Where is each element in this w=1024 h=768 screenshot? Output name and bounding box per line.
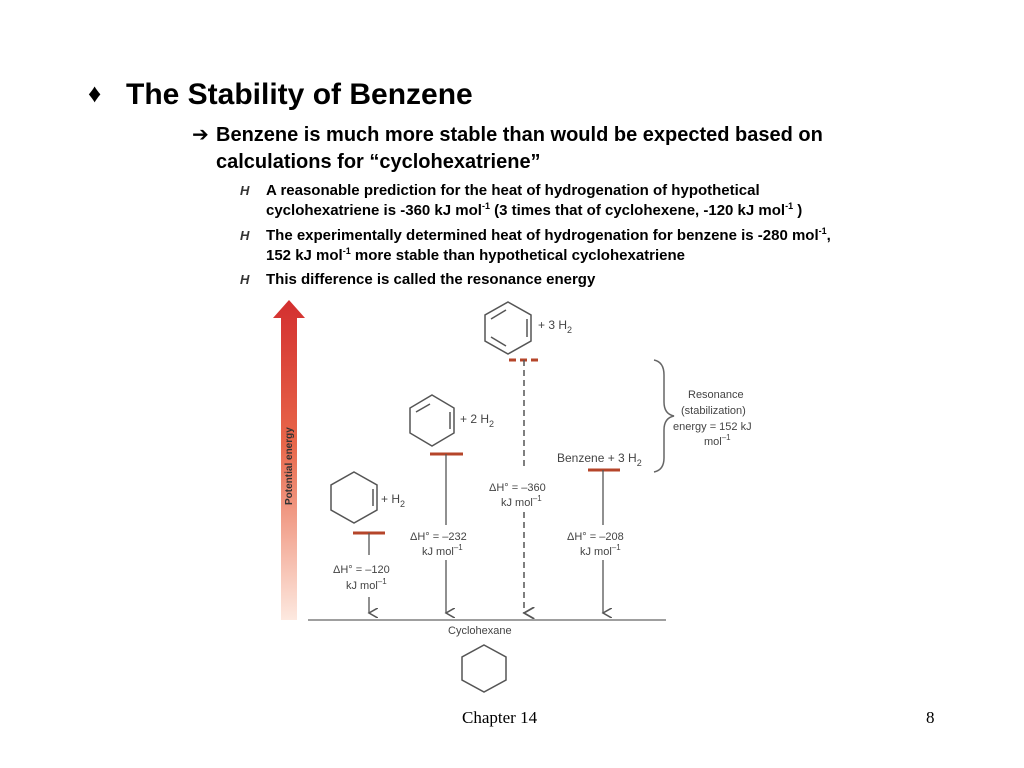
dh-cyclohexatriene: ΔH° = –360 (489, 482, 546, 494)
svg-text:mol–1: mol$^{-1}$ (704, 433, 731, 448)
benzene-group (557, 451, 642, 613)
footer-chapter: Chapter 14 (462, 708, 538, 727)
sub-bullet-3-line-1: This difference is called the resonance energy (266, 271, 596, 288)
svg-text:kJ mol–1: kJ mol$^{-1}$ (501, 494, 542, 509)
h-bullet-icon: H (240, 183, 250, 198)
sub-bullet-2-line-1: The experimentally determined heat of hydrogenation for benzene is -280 mol$^{-1}$, (266, 226, 831, 244)
svg-text:Benzene + 3 H2: Benzene + 3 $H_2$ (557, 451, 642, 468)
cyclohexene-ring-icon (331, 472, 377, 523)
svg-text:+ 3 H2: + 3 $H_2$ (538, 318, 573, 335)
dh-benzene: ΔH° = –208 (567, 531, 624, 543)
cyclohexadiene-ring-icon (410, 395, 454, 446)
h-bullet-icon: H (240, 228, 250, 243)
resonance-energy-brace (654, 360, 752, 472)
subtitle-line-1: Benzene is much more stable than would be expected based on (216, 124, 823, 146)
y-axis-label: Potential energy (284, 427, 295, 505)
resonance-label-2: (stabilization) (681, 405, 746, 417)
svg-text:+ H2: + $H_2$ (381, 492, 406, 509)
diamond-bullet-icon: ♦ (88, 78, 102, 108)
baseline-label: Cyclohexane (448, 625, 512, 637)
potential-energy-arrow (273, 300, 305, 620)
resonance-label-1: Resonance (688, 389, 744, 401)
cyclohexane-ring-icon (462, 645, 506, 692)
cyclohexadiene-group (410, 395, 494, 613)
resonance-label-3: energy = 152 kJ (673, 421, 752, 433)
cyclohexatriene-ring-icon (485, 302, 531, 354)
slide-title: The Stability of Benzene (126, 78, 473, 111)
arrow-bullet-icon: ➔ (192, 124, 209, 146)
svg-text:kJ mol–1: kJ mol$^{-1}$ (422, 543, 463, 558)
subtitle-line-2: calculations for “cyclohexatriene” (216, 151, 541, 173)
svg-text:kJ mol–1: kJ mol$^{-1}$ (580, 543, 621, 558)
svg-text:kJ mol–1: kJ mol$^{-1}$ (346, 577, 387, 592)
h-bullet-icon: H (240, 272, 250, 287)
sub-bullet-2-line-2: 152 kJ mol$^{-1}$ more stable than hypothetical cyclohexatriene (266, 246, 686, 264)
svg-text:+ 2 H2: + 2 $H_2$ (460, 412, 495, 429)
page-number: 8 (926, 708, 935, 727)
dh-cyclohexadiene: ΔH° = –232 (410, 531, 467, 543)
sub-bullet-1-line-1: A reasonable prediction for the heat of hydrogenation of hypothetical (266, 182, 760, 199)
sub-bullet-1-line-2: cyclohexatriene is -360 kJ mol$^{-1}$ (3 times that of cyclohexene, -120 kJ mol$^{-1}$ ) (266, 201, 803, 219)
dh-cyclohexene: ΔH° = –120 (333, 564, 390, 576)
cyclohexene-group (331, 472, 405, 613)
